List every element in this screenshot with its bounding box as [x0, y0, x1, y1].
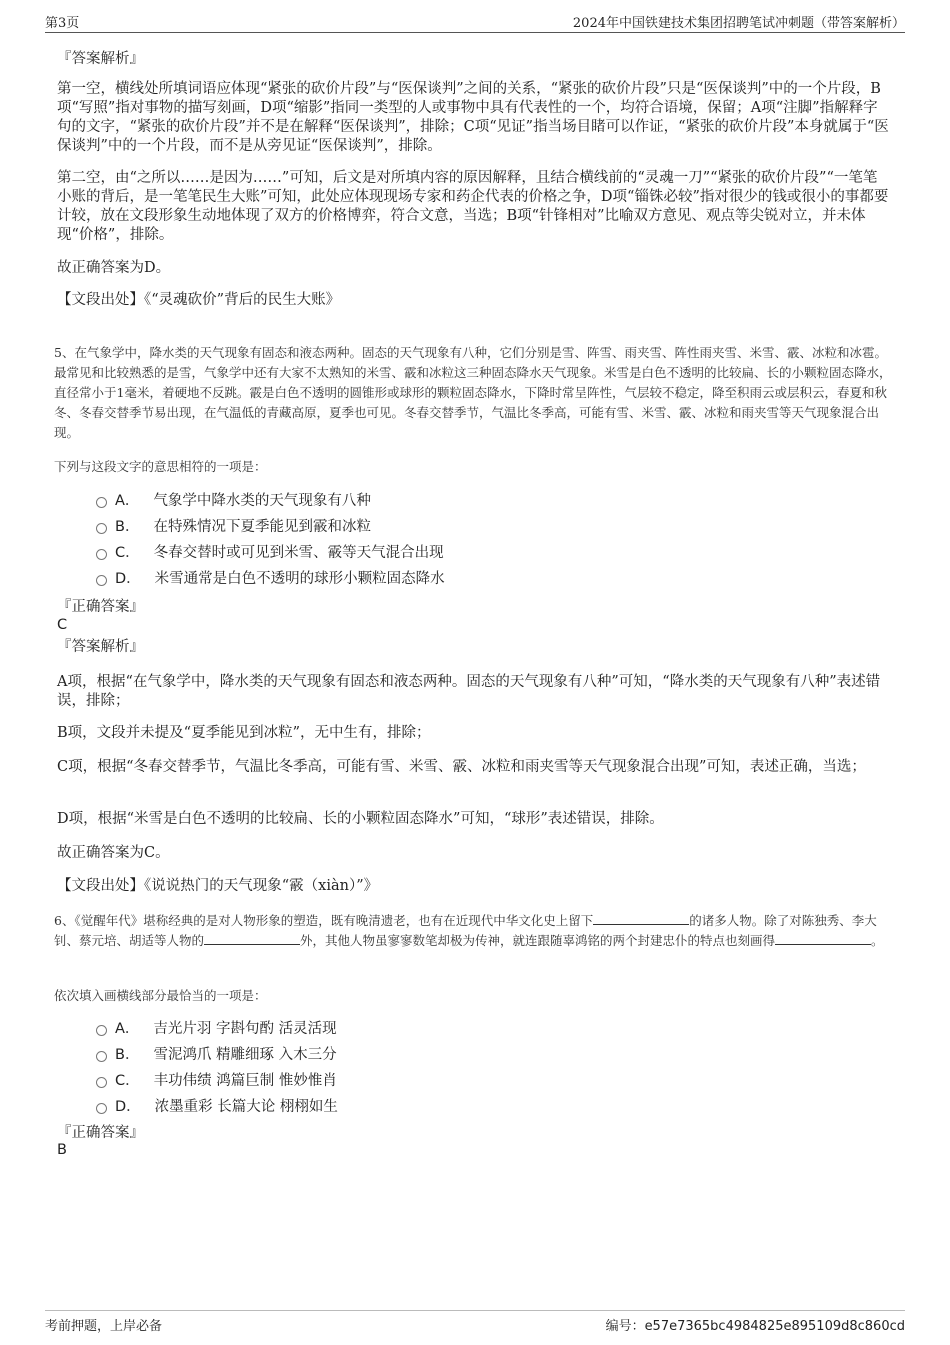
q6-correct-label: 『正确答案』: [57, 1125, 144, 1141]
q5-analysis-a: A项，根据“在气象学中，降水类的天气现象有固态和液态两种。固态的天气现象有八种”可知，“降水类的天气现象有八种”表述错误，排除；: [57, 674, 881, 709]
fill-blank-3[interactable]: [775, 932, 871, 945]
q5-passage: 5、在气象学中，降水类的天气现象有固态和液态两种。固态的天气现象有八种，它们分别是雪、阵雪、雨夹雪、阵性雨夹雪、米雪、霰、冰粒和冰雹。最常见和比较熟悉的是雪，气象学中还有大家不太熟知的米雪、霰和冰粒这三种固态降水天气现象。米雪是白色不透明的比较扁、长的小颗粒固态降水，直径常小于1毫米，着硬地不反跳。霰是白色不透明的圆锥形或球形的颗粒固态降水，下降时常呈阵性，气层较不稳定，降至积雨云或层积云，春夏和秋冬、冬春交替季节易出现，在气温低的青藏高原，夏季也可见。冬春交替季节，气温比冬季高，可能有雪、米雪、霰、冰粒和雨夹雪等天气现象混合出现。: [54, 345, 892, 440]
radio-icon[interactable]: [96, 549, 107, 560]
q6-option-c[interactable]: C． 丰功伟绩 鸿篇巨制 惟妙惟肖: [96, 1071, 337, 1091]
q5-option-a[interactable]: A． 气象学中降水类的天气现象有八种: [96, 491, 371, 511]
q5-correct-label: 『正确答案』: [57, 599, 144, 615]
fill-blank-2[interactable]: [204, 932, 300, 945]
q5-prompt: 下列与这段文字的意思相符的一项是：: [54, 459, 267, 474]
q6-option-b[interactable]: B． 雪泥鸿爪 精雕细琢 入木三分: [96, 1045, 337, 1065]
document-code: 编号：e57e7365bc4984825e895109d8c860cd: [605, 1319, 905, 1334]
radio-icon[interactable]: [96, 1025, 107, 1036]
q6-option-a[interactable]: A． 吉光片羽 字斟句酌 活灵活现: [96, 1019, 337, 1039]
q6-option-d[interactable]: D． 浓墨重彩 长篇大论 栩栩如生: [96, 1097, 338, 1117]
q4-analysis-label: 『答案解析』: [57, 51, 144, 67]
document-title: 2024年中国铁建技术集团招聘笔试冲刺题（带答案解析）: [572, 16, 905, 31]
q4-analysis-paragraph-2: 第二空，由“之所以……是因为……”可知，后文是对所填内容的原因解释，且结合横线前的“灵魂一刀”“紧张的砍价片段”“一笔笔小账的背后，是一笔笔民生大账”可知，此处应体现现场专家和药企代表的价格之争，D项“锱铢必较”指对很少的钱或很小的事都要计较，放在文段形象生动地体现了双方的价格博弈，符合文意，当选；B项“针锋相对”比喻双方意见、观点等尖锐对立，并未体现“价格”，排除。: [57, 170, 889, 243]
radio-icon[interactable]: [96, 1103, 107, 1114]
q5-analysis-b: B项，文段并未提及“夏季能见到冰粒”，无中生有，排除；: [57, 725, 431, 741]
page-number: 第3页: [45, 16, 80, 31]
q4-source: 【文段出处】《“灵魂砍价”背后的民生大账》: [57, 292, 341, 308]
radio-icon[interactable]: [96, 1051, 107, 1062]
q5-analysis-label: 『答案解析』: [57, 639, 144, 655]
q5-analysis-d: D项，根据“米雪是白色不透明的比较扁、长的小颗粒固态降水”可知，“球形”表述错误，排除。: [57, 811, 664, 827]
q5-option-b[interactable]: B． 在特殊情况下夏季能见到霰和冰粒: [96, 517, 371, 537]
page-header: [45, 12, 905, 33]
q5-source: 【文段出处】《说说热门的天气现象“霰（xiàn）”》: [57, 878, 379, 894]
footer-note: 考前押题，上岸必备: [45, 1319, 163, 1334]
q5-option-c[interactable]: C． 冬春交替时或可见到米雪、霰等天气混合出现: [96, 543, 444, 563]
radio-icon[interactable]: [96, 575, 107, 586]
q6-passage: 6、《觉醒年代》堪称经典的是对人物形象的塑造，既有晚清遗老，也有在近现代中华文化史上留下 的诸多人物。除了对陈独秀、李大钊、蔡元培、胡适等人物的 外，其他人物虽寥寥数笔却极为传神，就连跟随辜鸿铭的两个封建忠仆的特点也刻画得 。: [54, 913, 884, 948]
radio-icon[interactable]: [96, 1077, 107, 1088]
q5-analysis-c: C项，根据“冬春交替季节，气温比冬季高，可能有雪、米雪、霰、冰粒和雨夹雪等天气现象混合出现”可知，表述正确，当选；: [57, 759, 866, 775]
q6-correct-answer: B: [57, 1142, 67, 1158]
fill-blank-1[interactable]: [593, 912, 689, 925]
radio-icon[interactable]: [96, 497, 107, 508]
radio-icon[interactable]: [96, 523, 107, 534]
q5-conclusion: 故正确答案为C。: [57, 845, 170, 861]
q6-prompt: 依次填入画横线部分最恰当的一项是：: [54, 988, 267, 1003]
page-footer: [45, 1310, 905, 1335]
q5-correct-answer: C: [57, 617, 68, 633]
q4-analysis-paragraph-1: 第一空，横线处所填词语应体现“紧张的砍价片段”与“医保谈判”之间的关系，“紧张的砍价片段”只是“医保谈判”中的一个片段，B项“写照”指对事物的描写刻画，D项“缩影”指同一类型的人或事物中具有代表性的一个，均符合语境，保留；A项“注脚”指解释字句的文字，“紧张的砍价片段”并不是在解释“医保谈判”，排除；C项“见证”指当场目睹可以作证，“紧张的砍价片段”本身就属于“医保谈判”中的一个片段，而不是从旁见证“医保谈判”，排除。: [57, 81, 889, 154]
q4-conclusion: 故正确答案为D。: [57, 260, 171, 276]
q5-option-d[interactable]: D． 米雪通常是白色不透明的球形小颗粒固态降水: [96, 569, 445, 589]
